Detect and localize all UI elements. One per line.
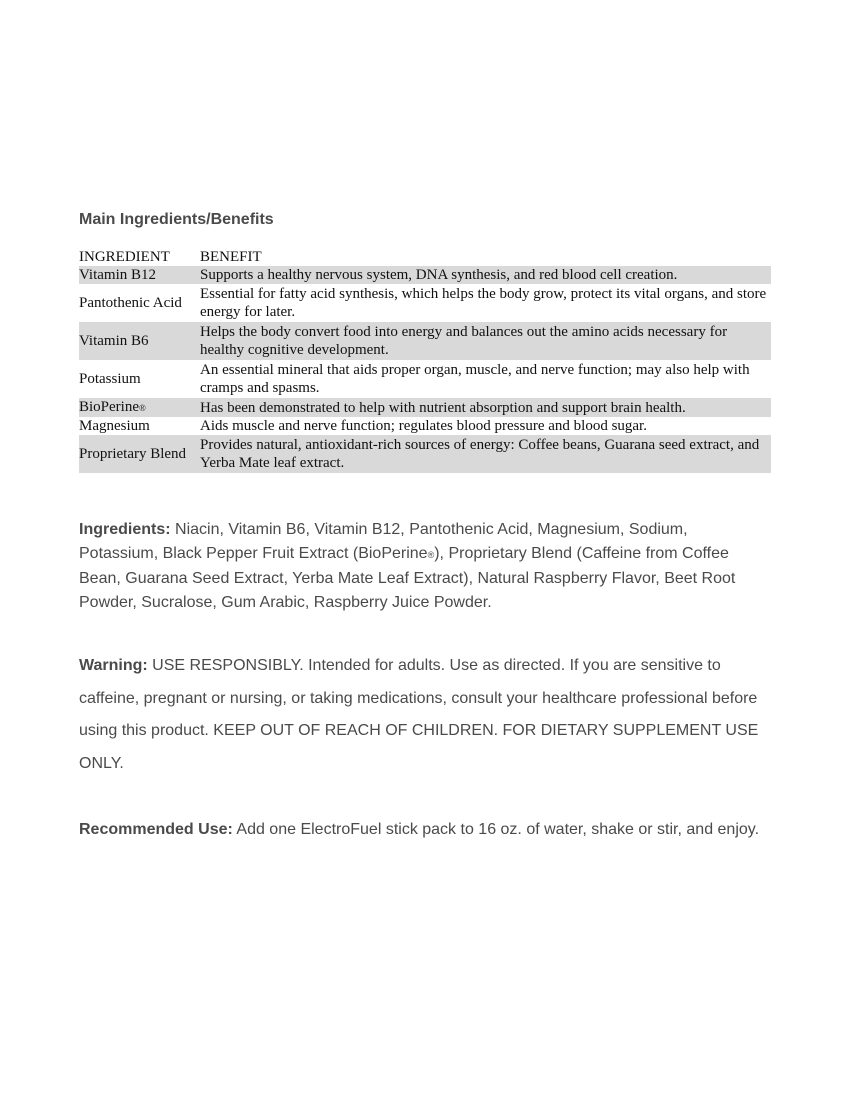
ingredient-cell [79, 398, 200, 417]
ingredients-text-end: ), Proprietary Blend (Caffeine from Coffee Bean, Guarana Seed Extract, Yerba Mate Leaf Extract), Natural Raspberry Flavor, Beet Root Powder, Sucralose, Gum Arabic, Raspberry Juice Powder. [79, 544, 736, 611]
table-row [79, 322, 771, 360]
table-row [79, 435, 771, 473]
ingredient-cell: Vitamin B12 [79, 266, 200, 284]
ingredient-cell: Vitamin B6 [79, 322, 200, 360]
ingredient-name: BioPerine [79, 399, 139, 415]
benefit-cell: Provides natural, antioxidant-rich sources of energy: Coffee beans, Guarana seed extract, and Yerba Mate leaf extract. [200, 435, 771, 473]
table-row [79, 284, 771, 322]
header-benefit: BENEFIT [200, 249, 262, 265]
recommended-use-label: Recommended Use: [79, 821, 233, 838]
benefit-cell: Has been demonstrated to help with nutrient absorption and support brain health. [200, 398, 771, 417]
ingredient-cell: Proprietary Blend [79, 435, 200, 473]
recommended-use-text: Add one ElectroFuel stick pack to 16 oz. of water, shake or stir, and enjoy. [232, 821, 760, 838]
ingredient-cell: Pantothenic Acid [79, 295, 182, 311]
registered-mark: ® [427, 549, 435, 560]
header-ingredient: INGREDIENT [79, 249, 170, 265]
benefit-cell: Supports a healthy nervous system, DNA synthesis, and red blood cell creation. [200, 266, 771, 284]
section-title: Main Ingredients/Benefits [79, 211, 274, 228]
table-row [79, 417, 771, 435]
benefit-cell: An essential mineral that aids proper organ, muscle, and nerve function; may also help with cramps and spasms. [200, 362, 750, 396]
benefit-cell: Aids muscle and nerve function; regulates blood pressure and blood sugar. [200, 418, 647, 434]
benefit-cell: Essential for fatty acid synthesis, which helps the body grow, protect its vital organs, and store energy for later. [200, 286, 767, 320]
table-row [79, 266, 771, 284]
ingredients-text: Niacin, Vitamin B6, Vitamin B12, Pantothenic Acid, Magnesium, Sodium, Potassium, Black Pepper Fruit Extract (BioPerine [79, 521, 688, 562]
warning-paragraph [79, 650, 771, 780]
registered-mark: ® [139, 403, 146, 413]
ingredient-cell: Potassium [79, 371, 141, 387]
warning-label: Warning: [79, 657, 148, 674]
table-row [79, 360, 771, 398]
table-row [79, 398, 771, 417]
table-header-row [79, 248, 771, 266]
ingredients-paragraph [79, 518, 771, 614]
ingredient-cell: Magnesium [79, 418, 150, 434]
ingredients-benefits-table [79, 248, 771, 473]
ingredients-label: Ingredients: [79, 521, 171, 538]
warning-text: USE RESPONSIBLY. Intended for adults. Use as directed. If you are sensitive to caffeine, pregnant or nursing, or taking medications, consult your healthcare professional before using this product. KEEP OUT OF REACH OF CHILDREN. FOR DIETARY SUPPLEMENT USE ONLY. [79, 657, 759, 772]
benefit-cell: Helps the body convert food into energy and balances out the amino acids necessary for healthy cognitive development. [200, 322, 771, 360]
recommended-use-paragraph [79, 814, 771, 847]
